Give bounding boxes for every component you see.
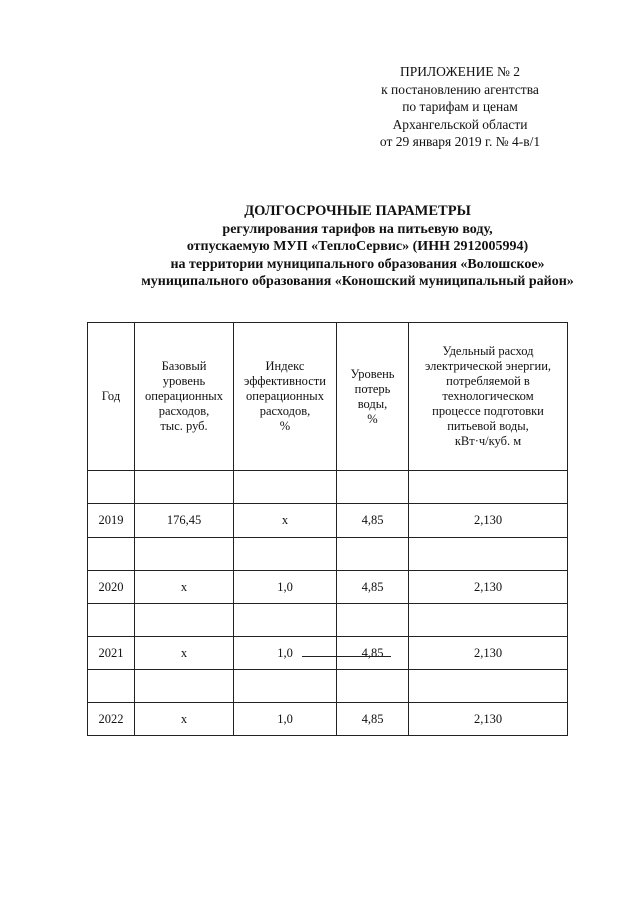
- header-text-line: Год: [101, 389, 121, 403]
- header-water-loss: [337, 323, 409, 471]
- header-text-line: процессе подготовки: [432, 404, 544, 418]
- table-spacer: [88, 538, 568, 571]
- cell-year: 2021: [88, 637, 135, 670]
- appendix-header: [360, 63, 560, 151]
- header-text-line: потребляемой в: [446, 374, 530, 388]
- title-line: муниципального образования «Коношский муниципальный район»: [141, 274, 574, 289]
- header-text-line: тыс. руб.: [160, 419, 208, 433]
- cell-efficiency-index: 1,0: [234, 571, 337, 604]
- cell-water-loss: 4,85: [337, 703, 409, 736]
- header-text-line: питьевой воды,: [447, 419, 529, 433]
- cell-year: 2020: [88, 571, 135, 604]
- header-base-costs: [135, 323, 234, 471]
- cell-base-costs: х: [135, 637, 234, 670]
- cell-energy-consumption: 2,130: [409, 637, 568, 670]
- table-row: [88, 637, 568, 670]
- header-energy-consumption: [409, 323, 568, 471]
- header-text-line: операционных: [145, 389, 223, 403]
- cell-efficiency-index: 1,0: [234, 637, 337, 670]
- header-text-line: операционных: [246, 389, 324, 403]
- table-spacer: [88, 471, 568, 504]
- cell-base-costs: 176,45: [135, 504, 234, 538]
- title-line: регулирования тарифов на питьевую воду,: [222, 221, 493, 237]
- signature-line: [302, 656, 391, 657]
- cell-efficiency-index: х: [234, 504, 337, 538]
- title-line: отпускаемую МУП «ТеплоСервис» (ИНН 2912005994): [186, 239, 529, 254]
- cell-year: 2019: [88, 504, 135, 538]
- header-text-line: уровень: [162, 374, 206, 388]
- header-text-line: технологическом: [442, 389, 534, 403]
- table-header-row: [88, 323, 568, 471]
- table-spacer: [88, 670, 568, 703]
- cell-water-loss: 4,85: [337, 504, 409, 538]
- appendix-line: Архангельской области: [392, 116, 528, 132]
- title-line: ДОЛГОСРОЧНЫЕ ПАРАМЕТРЫ: [244, 203, 471, 219]
- cell-energy-consumption: 2,130: [409, 571, 568, 604]
- header-text-line: Индекс: [265, 359, 305, 373]
- header-text-line: %: [367, 411, 378, 426]
- document-title: [80, 203, 635, 291]
- parameters-table: [87, 322, 568, 736]
- header-year: [88, 323, 135, 471]
- cell-energy-consumption: 2,130: [409, 703, 568, 736]
- header-text-line: Удельный расход: [442, 344, 534, 358]
- cell-efficiency-index: 1,0: [234, 703, 337, 736]
- table-row: [88, 571, 568, 604]
- cell-energy-consumption: 2,130: [409, 504, 568, 538]
- header-text-line: кВт·ч/куб. м: [454, 434, 522, 448]
- cell-water-loss: 4,85: [337, 571, 409, 604]
- header-text-line: воды,: [357, 396, 388, 411]
- header-text-line: расходов,: [158, 404, 210, 418]
- header-text-line: потерь: [354, 381, 391, 396]
- table-spacer: [88, 604, 568, 637]
- appendix-line: ПРИЛОЖЕНИЕ № 2: [399, 64, 521, 79]
- table-row: [88, 703, 568, 736]
- cell-base-costs: х: [135, 571, 234, 604]
- appendix-line: к постановлению агентства: [381, 81, 539, 97]
- header-text-line: электрической энергии,: [424, 359, 552, 373]
- title-line: на территории муниципального образования «Волошское»: [170, 256, 545, 272]
- cell-base-costs: х: [135, 703, 234, 736]
- header-text-line: расходов,: [259, 404, 311, 418]
- header-text-line: эффективности: [244, 374, 326, 388]
- cell-year: 2022: [88, 703, 135, 736]
- header-text-line: Базовый: [161, 359, 207, 373]
- cell-water-loss: 4,85: [337, 637, 409, 670]
- table-row: [88, 504, 568, 538]
- header-text-line: Уровень: [350, 366, 395, 381]
- header-efficiency-index: [234, 323, 337, 471]
- appendix-line: от 29 января 2019 г. № 4-в/1: [379, 134, 541, 149]
- appendix-line: по тарифам и ценам: [402, 99, 518, 114]
- header-text-line: %: [279, 419, 291, 433]
